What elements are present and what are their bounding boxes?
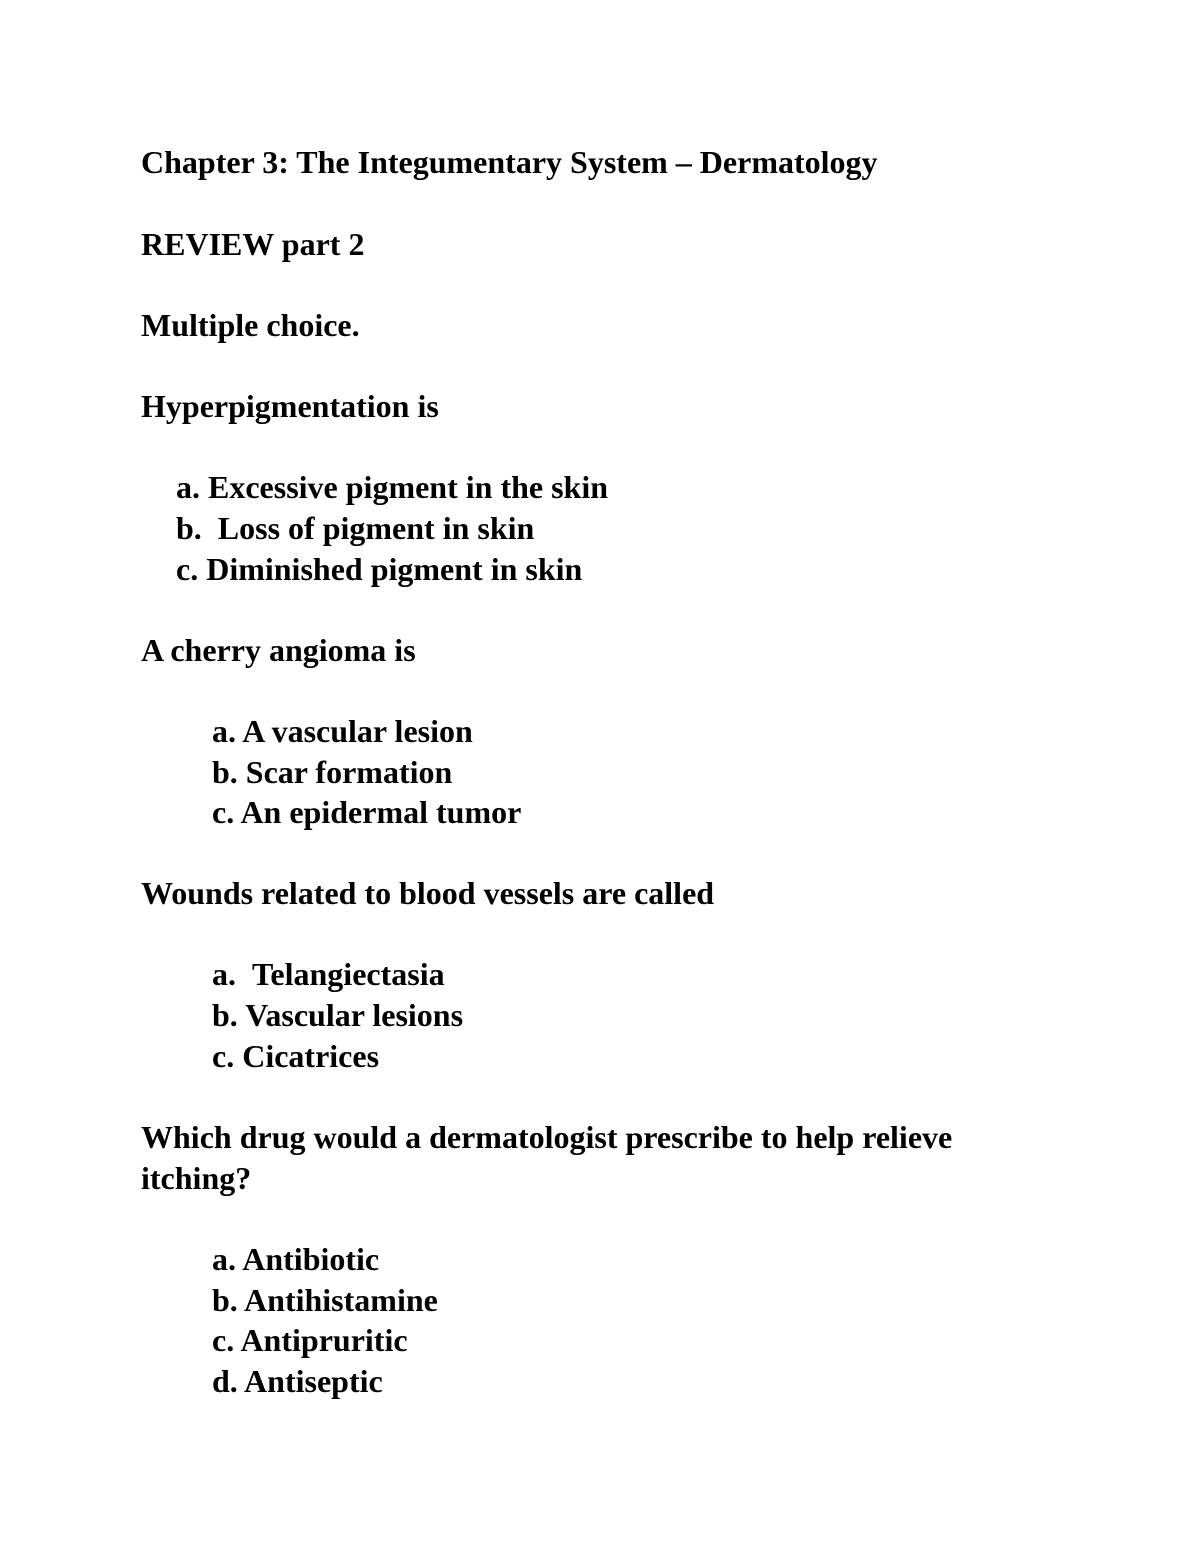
option-letter: b. <box>176 510 202 546</box>
option-text: Antipruritic <box>240 1322 408 1358</box>
option-letter: a. <box>212 956 236 992</box>
question-1-option-b <box>176 508 534 549</box>
option-text: Diminished pigment in skin <box>206 551 583 587</box>
question-4-option-c <box>212 1320 408 1361</box>
option-letter: d. <box>212 1363 238 1399</box>
option-letter: a. <box>212 713 236 749</box>
question-2-option-b <box>212 752 452 793</box>
question-3-option-b <box>212 995 463 1036</box>
option-letter: b. <box>212 754 238 790</box>
question-3-option-c <box>212 1036 379 1077</box>
question-4-option-a <box>212 1239 379 1280</box>
option-text: Vascular lesions <box>245 997 464 1033</box>
option-text: Loss of pigment in skin <box>217 510 535 546</box>
instruction-text: Multiple choice. <box>141 307 360 343</box>
question-4-option-b <box>212 1280 438 1321</box>
option-text: Antiseptic <box>244 1363 383 1399</box>
option-letter: c. <box>212 1322 235 1358</box>
question-2-option-a <box>212 711 473 752</box>
option-text: A vascular lesion <box>242 713 473 749</box>
question-2-text: A cherry angioma is <box>141 632 416 668</box>
question-4-option-d <box>212 1361 383 1402</box>
question-3-text: Wounds related to blood vessels are called <box>141 875 715 911</box>
option-text: Cicatrices <box>242 1038 380 1074</box>
option-letter: c. <box>176 551 199 587</box>
question-1-text: Hyperpigmentation is <box>141 388 439 424</box>
option-letter: c. <box>212 1038 235 1074</box>
question-1-option-a <box>176 467 608 508</box>
option-text: Telangiectasia <box>252 956 445 992</box>
option-letter: b. <box>212 1282 238 1318</box>
review-subtitle: REVIEW part 2 <box>141 226 365 262</box>
option-letter: b. <box>212 997 238 1033</box>
question-1-option-c <box>176 549 582 590</box>
option-text: Antibiotic <box>242 1241 380 1277</box>
option-text: Excessive pigment in the skin <box>208 469 609 505</box>
chapter-title: Chapter 3: The Integumentary System – Dermatology <box>141 144 878 180</box>
option-text: An epidermal tumor <box>240 794 522 830</box>
option-text: Antihistamine <box>244 1282 438 1318</box>
option-letter: a. <box>212 1241 236 1277</box>
option-text: Scar formation <box>245 754 453 790</box>
question-4-text: Which drug would a dermatologist prescribe to help relieve itching? <box>141 1119 953 1196</box>
option-letter: c. <box>212 794 235 830</box>
question-2-option-c <box>212 792 521 833</box>
option-letter: a. <box>176 469 200 505</box>
question-3-option-a <box>212 954 445 995</box>
